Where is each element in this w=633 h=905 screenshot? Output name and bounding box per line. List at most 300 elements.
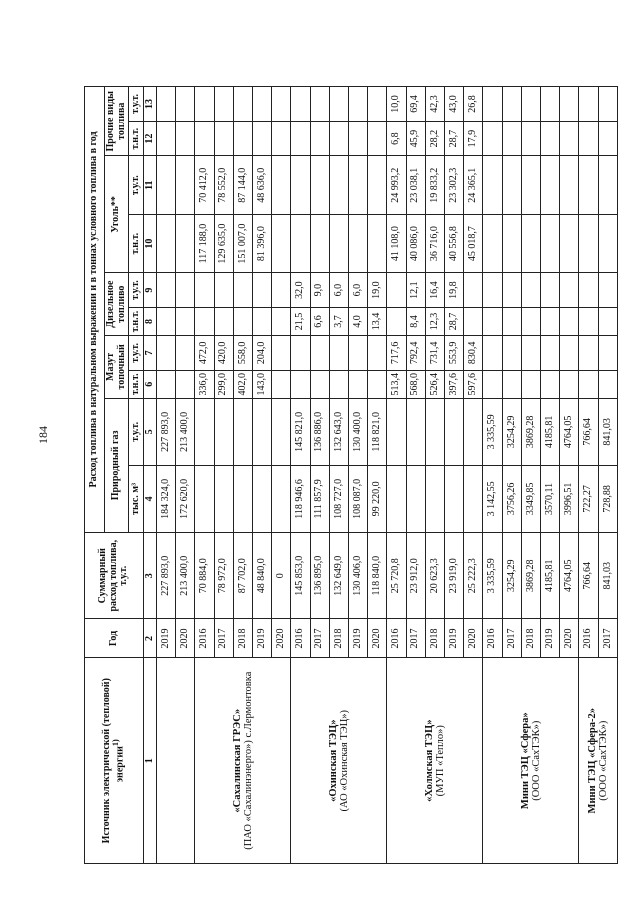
cell-coal-tut (541, 156, 560, 214)
cell-dis-nat (464, 307, 483, 335)
cell-gas-tut (253, 398, 272, 465)
cell-coal-tut: 19 833,2 (425, 156, 444, 214)
subheader-mazut-tnt: т.н.т. (129, 370, 144, 398)
cell-total: 23 912,0 (406, 532, 425, 619)
cell-maz-tut (349, 336, 368, 371)
source-name-cell (157, 658, 195, 864)
cell-dis-nat (521, 307, 540, 335)
column-index-cell: 2 (144, 619, 157, 658)
cell-dis-nat (579, 307, 598, 335)
subheader-coal-tnt: т.н.т. (129, 214, 144, 272)
cell-dis-tut (560, 273, 579, 308)
cell-coal-tut (291, 156, 310, 214)
cell-gas-nat (233, 465, 252, 532)
cell-maz-nat (521, 370, 540, 398)
cell-coal-nat (579, 214, 598, 272)
column-index-cell: 12 (144, 121, 157, 156)
cell-year: 2020 (272, 619, 291, 658)
cell-dis-tut: 32,0 (291, 273, 310, 308)
cell-maz-nat (291, 370, 310, 398)
cell-coal-nat (368, 214, 387, 272)
subheader-mazut-tut: т.у.т. (129, 336, 144, 371)
cell-total: 25 720,8 (387, 532, 406, 619)
cell-gas-tut: 841,03 (598, 398, 617, 465)
cell-oth-nat (368, 121, 387, 156)
cell-coal-nat: 36 716,0 (425, 214, 444, 272)
header-diesel: Дизельное топливо (105, 273, 129, 336)
cell-dis-nat (195, 307, 214, 335)
cell-coal-tut: 87 144,0 (233, 156, 252, 214)
cell-oth-nat: 6,8 (387, 121, 406, 156)
cell-oth-tut (598, 87, 617, 122)
cell-dis-nat (502, 307, 521, 335)
cell-gas-nat (253, 465, 272, 532)
subheader-other-tnt: т.н.т. (129, 121, 144, 156)
table-row (579, 87, 598, 864)
cell-maz-nat: 336,0 (195, 370, 214, 398)
cell-dis-nat (233, 307, 252, 335)
header-mazut: Мазут топочный (105, 336, 129, 399)
cell-oth-tut (502, 87, 521, 122)
cell-oth-nat (521, 121, 540, 156)
cell-gas-nat: 118 946,6 (291, 465, 310, 532)
source-name-cell (291, 658, 387, 864)
cell-coal-tut (349, 156, 368, 214)
cell-oth-tut (214, 87, 233, 122)
page-number: 184 (36, 426, 50, 444)
cell-gas-nat: 184 324,0 (157, 465, 176, 532)
cell-gas-tut: 136 886,0 (310, 398, 329, 465)
cell-dis-tut (272, 273, 291, 308)
cell-coal-tut (272, 156, 291, 214)
cell-year: 2017 (406, 619, 425, 658)
cell-dis-nat: 12,3 (425, 307, 444, 335)
cell-coal-tut: 48 636,0 (253, 156, 272, 214)
cell-gas-tut (464, 398, 483, 465)
header-source: Источник электрической (тепловой) энергии$^{1)}$ (85, 658, 144, 864)
cell-maz-tut (502, 336, 521, 371)
cell-maz-nat: 299,0 (214, 370, 233, 398)
cell-oth-nat (598, 121, 617, 156)
cell-oth-tut (310, 87, 329, 122)
cell-oth-nat: 28,7 (445, 121, 464, 156)
cell-total: 3 335,59 (483, 532, 502, 619)
cell-coal-tut (176, 156, 195, 214)
cell-total: 70 884,0 (195, 532, 214, 619)
cell-maz-tut (368, 336, 387, 371)
cell-coal-tut (598, 156, 617, 214)
source-name-cell (195, 658, 291, 864)
cell-oth-nat (233, 121, 252, 156)
cell-coal-tut (579, 156, 598, 214)
cell-dis-nat: 3,7 (329, 307, 348, 335)
cell-oth-tut (272, 87, 291, 122)
cell-dis-tut (176, 273, 195, 308)
cell-dis-tut (233, 273, 252, 308)
cell-maz-tut (541, 336, 560, 371)
cell-dis-tut (541, 273, 560, 308)
table-row (387, 87, 406, 864)
cell-total: 78 972,0 (214, 532, 233, 619)
source-name: Мини ТЭЦ «Сфера» (519, 712, 531, 810)
cell-coal-nat (329, 214, 348, 272)
cell-total: 3254,29 (502, 532, 521, 619)
cell-maz-nat (368, 370, 387, 398)
cell-coal-nat (291, 214, 310, 272)
cell-oth-nat (560, 121, 579, 156)
rotated-table-wrapper (84, 86, 618, 864)
cell-year: 2020 (176, 619, 195, 658)
column-index-cell: 9 (144, 273, 157, 308)
cell-oth-tut: 69,4 (406, 87, 425, 122)
cell-coal-nat: 81 396,0 (253, 214, 272, 272)
cell-maz-tut (310, 336, 329, 371)
cell-total: 145 853,0 (291, 532, 310, 619)
cell-oth-nat (349, 121, 368, 156)
cell-dis-nat: 21,5 (291, 307, 310, 335)
cell-oth-nat (310, 121, 329, 156)
cell-coal-nat: 117 188,0 (195, 214, 214, 272)
cell-gas-nat: 3 142,55 (483, 465, 502, 532)
subheader-gas-tut: т.у.т. (129, 398, 144, 465)
column-index-cell: 10 (144, 214, 157, 272)
table-row (291, 87, 310, 864)
cell-dis-tut: 19,0 (368, 273, 387, 308)
cell-oth-tut (253, 87, 272, 122)
cell-coal-tut (368, 156, 387, 214)
cell-dis-tut: 12,1 (406, 273, 425, 308)
cell-oth-nat: 45,9 (406, 121, 425, 156)
cell-maz-nat (349, 370, 368, 398)
source-name: Мини ТЭЦ «Сфера-2» (587, 707, 599, 814)
cell-dis-tut (483, 273, 502, 308)
cell-dis-nat (483, 307, 502, 335)
cell-year: 2017 (310, 619, 329, 658)
cell-dis-tut (502, 273, 521, 308)
cell-total: 132 649,0 (329, 532, 348, 619)
cell-gas-tut: 118 821,0 (368, 398, 387, 465)
cell-maz-nat: 143,0 (253, 370, 272, 398)
cell-dis-nat (157, 307, 176, 335)
cell-oth-nat (272, 121, 291, 156)
cell-total: 23 919,0 (445, 532, 464, 619)
cell-dis-nat (387, 307, 406, 335)
column-index-cell: 3 (144, 532, 157, 619)
cell-oth-tut (329, 87, 348, 122)
cell-oth-tut (368, 87, 387, 122)
cell-gas-tut: 227 893,0 (157, 398, 176, 465)
cell-dis-tut (214, 273, 233, 308)
cell-dis-nat (214, 307, 233, 335)
cell-maz-tut: 472,0 (195, 336, 214, 371)
cell-coal-nat: 40 086,0 (406, 214, 425, 272)
cell-year: 2019 (349, 619, 368, 658)
cell-coal-nat (521, 214, 540, 272)
cell-gas-nat (387, 465, 406, 532)
subheader-gas-nat: тыс. м³ (129, 465, 144, 532)
cell-dis-nat: 8,4 (406, 307, 425, 335)
cell-maz-tut: 420,0 (214, 336, 233, 371)
cell-maz-tut (157, 336, 176, 371)
cell-dis-nat (560, 307, 579, 335)
cell-gas-tut: 145 821,0 (291, 398, 310, 465)
cell-coal-nat (483, 214, 502, 272)
cell-coal-nat: 40 556,8 (445, 214, 464, 272)
cell-year: 2019 (157, 619, 176, 658)
header-year: Год (85, 619, 144, 658)
table-row (195, 87, 214, 864)
header-group: Расход топлива в натуральном выражении и в тоннах условного топлива в год (85, 87, 105, 533)
cell-coal-tut (560, 156, 579, 214)
cell-coal-nat: 41 108,0 (387, 214, 406, 272)
cell-coal-tut: 23 302,3 (445, 156, 464, 214)
column-index-cell: 4 (144, 465, 157, 532)
cell-maz-tut: 553,9 (445, 336, 464, 371)
cell-gas-nat: 722,27 (579, 465, 598, 532)
cell-year: 2019 (541, 619, 560, 658)
cell-dis-tut (464, 273, 483, 308)
cell-gas-nat (214, 465, 233, 532)
source-owner: (ПАО «Сахалинэнерго») с.Лермонтовка (242, 671, 254, 850)
cell-oth-nat (176, 121, 195, 156)
cell-dis-nat: 4,0 (349, 307, 368, 335)
cell-dis-nat: 6,6 (310, 307, 329, 335)
cell-maz-tut (579, 336, 598, 371)
cell-total: 766,64 (579, 532, 598, 619)
column-index-cell: 1 (144, 658, 157, 864)
cell-maz-nat (310, 370, 329, 398)
cell-total: 4185,81 (541, 532, 560, 619)
cell-dis-tut: 6,0 (329, 273, 348, 308)
cell-maz-tut (176, 336, 195, 371)
cell-gas-nat: 3349,85 (521, 465, 540, 532)
cell-year: 2017 (502, 619, 521, 658)
cell-maz-tut: 731,4 (425, 336, 444, 371)
cell-dis-nat: 13,4 (368, 307, 387, 335)
cell-coal-tut: 23 038,1 (406, 156, 425, 214)
cell-year: 2018 (329, 619, 348, 658)
cell-oth-tut: 42,3 (425, 87, 444, 122)
subheader-coal-tut: т.у.т. (129, 156, 144, 214)
cell-oth-tut: 10,0 (387, 87, 406, 122)
cell-year: 2016 (195, 619, 214, 658)
cell-gas-tut (214, 398, 233, 465)
cell-total: 227 893,0 (157, 532, 176, 619)
cell-coal-tut (483, 156, 502, 214)
table-row (157, 87, 176, 864)
cell-maz-nat (502, 370, 521, 398)
cell-gas-tut (406, 398, 425, 465)
cell-maz-tut: 792,4 (406, 336, 425, 371)
cell-maz-nat (598, 370, 617, 398)
cell-coal-nat: 45 018,7 (464, 214, 483, 272)
cell-dis-tut (157, 273, 176, 308)
header-coal: Уголь** (105, 156, 129, 273)
cell-maz-tut (483, 336, 502, 371)
cell-maz-nat (579, 370, 598, 398)
cell-oth-tut (349, 87, 368, 122)
cell-maz-nat: 597,6 (464, 370, 483, 398)
cell-coal-tut (310, 156, 329, 214)
cell-maz-tut: 558,0 (233, 336, 252, 371)
cell-dis-tut (387, 273, 406, 308)
source-owner: (ООО «СахТЭК») (530, 720, 542, 801)
cell-total: 25 222,3 (464, 532, 483, 619)
cell-gas-tut: 3 335,59 (483, 398, 502, 465)
source-name: «Холмская ТЭЦ» (423, 719, 435, 802)
cell-coal-tut (157, 156, 176, 214)
cell-maz-nat (176, 370, 195, 398)
cell-gas-tut: 132 643,0 (329, 398, 348, 465)
header-gas: Природный газ (105, 398, 129, 532)
cell-coal-nat (541, 214, 560, 272)
cell-dis-tut: 16,4 (425, 273, 444, 308)
cell-gas-nat (406, 465, 425, 532)
cell-gas-nat: 3996,51 (560, 465, 579, 532)
subheader-diesel-tnt: т.н.т. (129, 307, 144, 335)
column-index-cell: 5 (144, 398, 157, 465)
cell-oth-tut (560, 87, 579, 122)
subheader-other-tut: т.у.т. (129, 87, 144, 122)
cell-maz-tut (272, 336, 291, 371)
cell-gas-nat: 99 220,0 (368, 465, 387, 532)
cell-year: 2019 (253, 619, 272, 658)
cell-gas-tut (195, 398, 214, 465)
cell-maz-tut (521, 336, 540, 371)
cell-total: 3869,28 (521, 532, 540, 619)
cell-year: 2020 (560, 619, 579, 658)
cell-year: 2017 (214, 619, 233, 658)
cell-year: 2018 (425, 619, 444, 658)
source-name-cell (579, 658, 618, 864)
cell-gas-tut: 3869,28 (521, 398, 540, 465)
cell-oth-tut (176, 87, 195, 122)
cell-gas-tut: 4185,81 (541, 398, 560, 465)
cell-gas-tut (445, 398, 464, 465)
cell-oth-nat (157, 121, 176, 156)
cell-dis-tut (579, 273, 598, 308)
cell-oth-nat (214, 121, 233, 156)
cell-oth-nat (502, 121, 521, 156)
cell-oth-tut: 26,8 (464, 87, 483, 122)
cell-maz-tut (598, 336, 617, 371)
table-body (157, 87, 618, 864)
cell-year: 2016 (387, 619, 406, 658)
cell-maz-tut: 717,6 (387, 336, 406, 371)
cell-gas-nat (445, 465, 464, 532)
cell-gas-nat: 3570,11 (541, 465, 560, 532)
cell-maz-nat: 397,6 (445, 370, 464, 398)
cell-oth-nat (253, 121, 272, 156)
cell-oth-tut (541, 87, 560, 122)
cell-dis-nat: 28,7 (445, 307, 464, 335)
cell-maz-nat (329, 370, 348, 398)
column-index-cell: 11 (144, 156, 157, 214)
cell-total: 87 702,0 (233, 532, 252, 619)
cell-coal-tut: 24 993,2 (387, 156, 406, 214)
cell-maz-nat: 402,0 (233, 370, 252, 398)
cell-gas-nat: 108 087,0 (349, 465, 368, 532)
cell-total: 136 895,0 (310, 532, 329, 619)
source-name-cell (483, 658, 579, 864)
cell-coal-tut: 24 365,1 (464, 156, 483, 214)
cell-coal-nat (349, 214, 368, 272)
cell-dis-tut (253, 273, 272, 308)
cell-coal-nat (176, 214, 195, 272)
cell-gas-tut: 130 400,0 (349, 398, 368, 465)
cell-coal-nat (560, 214, 579, 272)
cell-coal-tut (521, 156, 540, 214)
cell-dis-nat (253, 307, 272, 335)
cell-dis-tut: 19,8 (445, 273, 464, 308)
cell-total: 4764,05 (560, 532, 579, 619)
cell-year: 2020 (368, 619, 387, 658)
cell-dis-tut: 6,0 (349, 273, 368, 308)
cell-gas-tut: 4764,05 (560, 398, 579, 465)
cell-maz-nat (157, 370, 176, 398)
cell-maz-tut (560, 336, 579, 371)
cell-gas-nat: 108 727,0 (329, 465, 348, 532)
cell-dis-nat (176, 307, 195, 335)
cell-maz-tut: 830,4 (464, 336, 483, 371)
cell-gas-tut: 213 400,0 (176, 398, 195, 465)
cell-coal-nat: 151 007,0 (233, 214, 252, 272)
cell-total: 130 406,0 (349, 532, 368, 619)
cell-gas-nat (425, 465, 444, 532)
cell-maz-nat: 513,4 (387, 370, 406, 398)
header-total: Суммарный расход топлива, т.у.т. (85, 532, 144, 619)
column-index-cell: 13 (144, 87, 157, 122)
cell-dis-nat (598, 307, 617, 335)
cell-maz-nat: 526,4 (425, 370, 444, 398)
cell-oth-nat (579, 121, 598, 156)
cell-year: 2018 (233, 619, 252, 658)
source-owner: (АО «Охинская ТЭЦ») (338, 709, 350, 812)
cell-coal-nat (272, 214, 291, 272)
cell-gas-nat (195, 465, 214, 532)
cell-total: 20 623,3 (425, 532, 444, 619)
cell-total: 48 840,0 (253, 532, 272, 619)
cell-oth-tut (233, 87, 252, 122)
cell-gas-tut: 3254,29 (502, 398, 521, 465)
cell-oth-tut (579, 87, 598, 122)
cell-year: 2018 (521, 619, 540, 658)
cell-year: 2020 (464, 619, 483, 658)
cell-dis-nat (541, 307, 560, 335)
cell-oth-tut (483, 87, 502, 122)
cell-year: 2016 (579, 619, 598, 658)
cell-coal-tut: 70 412,0 (195, 156, 214, 214)
column-index-cell: 6 (144, 370, 157, 398)
header-other: Прочие виды топлива (105, 87, 129, 156)
cell-maz-nat (541, 370, 560, 398)
cell-maz-nat (483, 370, 502, 398)
cell-gas-nat: 172 620,0 (176, 465, 195, 532)
cell-year: 2016 (291, 619, 310, 658)
cell-gas-tut (272, 398, 291, 465)
cell-coal-nat: 129 635,0 (214, 214, 233, 272)
cell-year: 2016 (483, 619, 502, 658)
cell-total: 213 400,0 (176, 532, 195, 619)
cell-oth-nat (541, 121, 560, 156)
cell-oth-nat (483, 121, 502, 156)
column-index-cell: 7 (144, 336, 157, 371)
cell-maz-tut: 204,0 (253, 336, 272, 371)
source-name-cell (387, 658, 483, 864)
cell-year: 2019 (445, 619, 464, 658)
cell-year: 2017 (598, 619, 617, 658)
cell-coal-nat (310, 214, 329, 272)
